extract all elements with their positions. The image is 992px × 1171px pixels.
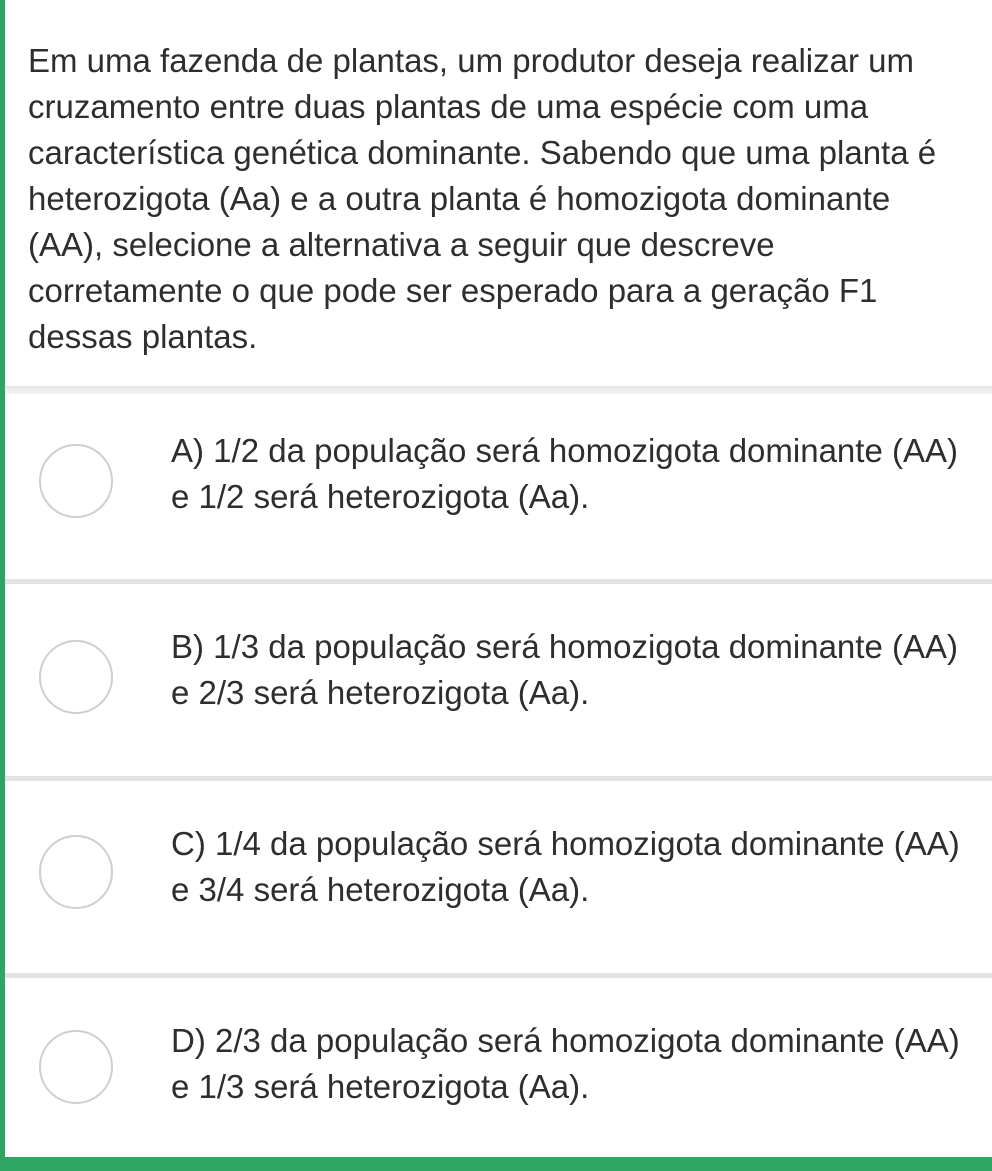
option-d-label: D) 2/3 da população será homozigota dominante (AA) e 1/3 será heterozigota (Aa). [171, 1022, 960, 1105]
radio-a[interactable] [39, 444, 113, 518]
radio-c[interactable] [39, 835, 113, 909]
option-a[interactable] [5, 394, 992, 579]
question-divider [5, 386, 992, 394]
option-c[interactable] [5, 781, 992, 966]
option-a-label: A) 1/2 da população será homozigota dominante (AA) e 1/2 será heterozigota (Aa). [171, 432, 958, 515]
option-b-label: B) 1/3 da população será homozigota dominante (AA) e 2/3 será heterozigota (Aa). [171, 628, 958, 711]
option-b[interactable] [5, 584, 992, 769]
option-c-label: C) 1/4 da população será homozigota dominante (AA) e 3/4 será heterozigota (Aa). [171, 825, 960, 908]
radio-b[interactable] [39, 640, 113, 714]
accent-bottom-bar [0, 1157, 992, 1171]
option-d[interactable] [5, 978, 992, 1163]
radio-d[interactable] [39, 1030, 113, 1104]
question-text: Em uma fazenda de plantas, um produtor deseja realizar um cruzamento entre duas plantas de uma espécie com uma característica genética dominante. Sabendo que uma planta é heterozigota (Aa) e a outra planta é homozigota dominante (AA), selecione a alternativa a seguir que descreve corretamente o que pode ser esperado para a geração F1 dessas plantas. [28, 42, 937, 355]
